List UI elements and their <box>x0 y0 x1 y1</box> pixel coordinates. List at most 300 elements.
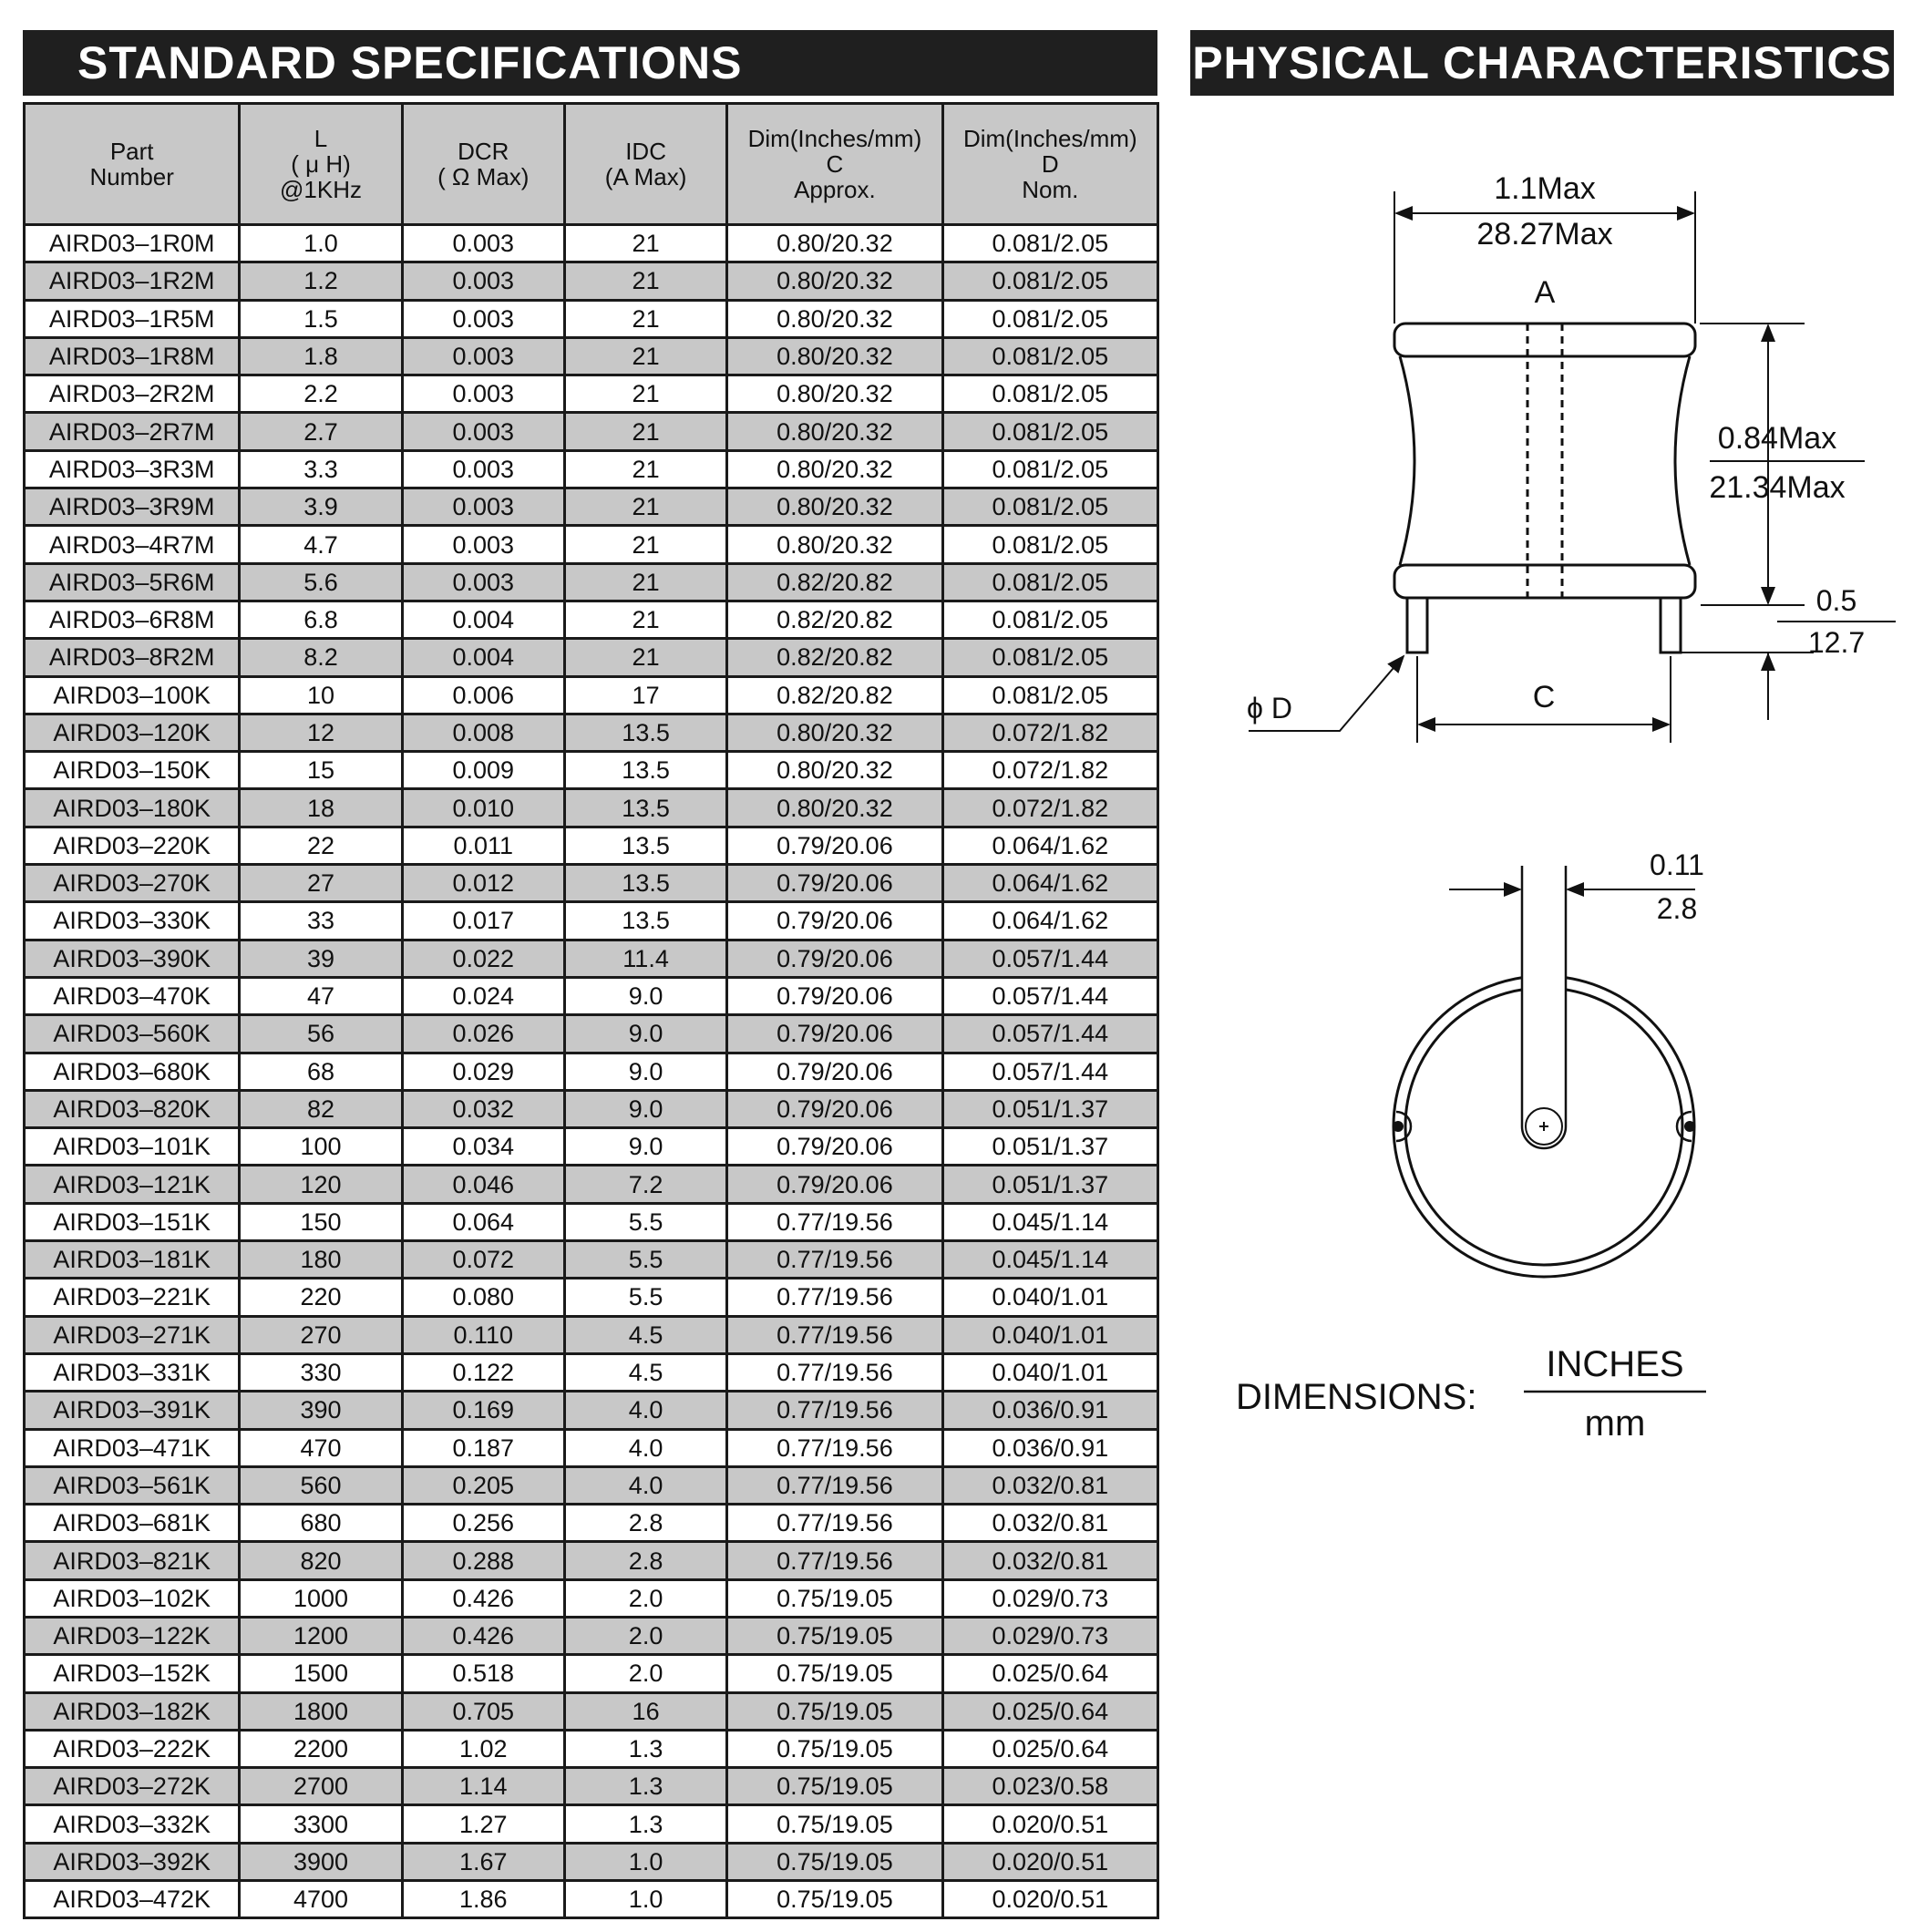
standard-specifications-title <box>23 30 1157 96</box>
table-cell: 0.032/0.81 <box>942 1542 1157 1579</box>
table-cell: 0.032/0.81 <box>942 1466 1157 1504</box>
hole-inches-label: 0.11 <box>1650 848 1704 881</box>
table-row <box>25 262 1158 300</box>
table-row <box>25 1392 1158 1429</box>
table-row <box>25 1053 1158 1090</box>
table-cell: 0.80/20.32 <box>727 714 942 751</box>
table-cell: 2.0 <box>564 1579 726 1617</box>
table-cell: 0.009 <box>402 752 564 789</box>
table-cell: 0.081/2.05 <box>942 375 1157 413</box>
column-header-line: L <box>314 125 328 152</box>
table-cell: 21 <box>564 563 726 601</box>
table-cell: 0.004 <box>402 639 564 676</box>
table-cell: 21 <box>564 375 726 413</box>
table-cell: AIRD03–221K <box>25 1279 240 1316</box>
lead-diameter-label: ϕ D <box>1247 692 1292 724</box>
specifications-table-header <box>25 104 1158 225</box>
table-cell: 0.80/20.32 <box>727 752 942 789</box>
table-cell: 0.79/20.06 <box>727 902 942 940</box>
table-cell: AIRD03–151K <box>25 1203 240 1240</box>
table-cell: 68 <box>240 1053 402 1090</box>
table-cell: AIRD03–471K <box>25 1429 240 1466</box>
table-cell: 0.012 <box>402 865 564 902</box>
table-row <box>25 1579 1158 1617</box>
table-cell: 0.80/20.32 <box>727 262 942 300</box>
table-cell: 4.5 <box>564 1316 726 1353</box>
height-dimension <box>1686 324 1865 605</box>
table-row <box>25 1692 1158 1730</box>
table-cell: 0.79/20.06 <box>727 1166 942 1203</box>
table-cell: 0.045/1.14 <box>942 1241 1157 1279</box>
table-cell: 0.051/1.37 <box>942 1090 1157 1127</box>
table-row <box>25 300 1158 337</box>
table-cell: 0.003 <box>402 450 564 488</box>
table-cell: 0.705 <box>402 1692 564 1730</box>
table-cell: 1.02 <box>402 1730 564 1767</box>
table-cell: AIRD03–102K <box>25 1579 240 1617</box>
table-row <box>25 714 1158 751</box>
table-row <box>25 413 1158 450</box>
table-row <box>25 1316 1158 1353</box>
table-row <box>25 752 1158 789</box>
table-cell: 13.5 <box>564 789 726 827</box>
table-cell: 1.0 <box>564 1881 726 1918</box>
table-cell: 0.072/1.82 <box>942 789 1157 827</box>
table-row <box>25 225 1158 262</box>
table-cell: 0.057/1.44 <box>942 940 1157 977</box>
column-header-line: @1KHz <box>280 176 362 203</box>
table-cell: 560 <box>240 1466 402 1504</box>
table-cell: 0.020/0.51 <box>942 1881 1157 1918</box>
table-cell: 100 <box>240 1128 402 1166</box>
table-cell: 21 <box>564 639 726 676</box>
table-cell: AIRD03–390K <box>25 940 240 977</box>
table-cell: 0.051/1.37 <box>942 1128 1157 1166</box>
column-header-3 <box>564 104 726 225</box>
table-cell: 0.77/19.56 <box>727 1353 942 1391</box>
table-cell: 4.7 <box>240 526 402 563</box>
column-header-0 <box>25 104 240 225</box>
table-cell: 3.3 <box>240 450 402 488</box>
table-cell: 0.081/2.05 <box>942 601 1157 638</box>
table-cell: 0.029/0.73 <box>942 1617 1157 1654</box>
table-cell: AIRD03–820K <box>25 1090 240 1127</box>
table-row <box>25 1090 1158 1127</box>
table-cell: 0.025/0.64 <box>942 1655 1157 1692</box>
column-header-line: IDC <box>625 138 666 165</box>
table-cell: AIRD03–152K <box>25 1655 240 1692</box>
lead-mm-label: 12.7 <box>1807 626 1866 659</box>
width-inches-label: 1.1Max <box>1494 173 1596 206</box>
header-row <box>25 104 1158 225</box>
table-cell: 1.27 <box>402 1805 564 1843</box>
column-header-5 <box>942 104 1157 225</box>
lead-inches-label: 0.5 <box>1815 584 1857 617</box>
table-cell: 2.8 <box>564 1505 726 1542</box>
table-cell: AIRD03–392K <box>25 1843 240 1880</box>
table-cell: AIRD03–181K <box>25 1241 240 1279</box>
table-cell: 1.8 <box>240 337 402 375</box>
table-cell: AIRD03–220K <box>25 827 240 864</box>
table-cell: 0.77/19.56 <box>727 1392 942 1429</box>
table-cell: AIRD03–1R5M <box>25 300 240 337</box>
table-cell: 0.75/19.05 <box>727 1579 942 1617</box>
table-cell: AIRD03–4R7M <box>25 526 240 563</box>
table-cell: 0.003 <box>402 375 564 413</box>
height-inches-label: 0.84Max <box>1717 421 1837 456</box>
table-cell: 120 <box>240 1166 402 1203</box>
table-cell: 27 <box>240 865 402 902</box>
table-cell: AIRD03–5R6M <box>25 563 240 601</box>
table-cell: 4.0 <box>564 1392 726 1429</box>
table-cell: 0.057/1.44 <box>942 1015 1157 1053</box>
table-cell: 13.5 <box>564 865 726 902</box>
table-cell: 0.036/0.91 <box>942 1392 1157 1429</box>
table-cell: 0.025/0.64 <box>942 1730 1157 1767</box>
table-cell: 15 <box>240 752 402 789</box>
column-header-line: (A Max) <box>604 163 687 190</box>
table-cell: 47 <box>240 977 402 1014</box>
table-cell: 9.0 <box>564 1090 726 1127</box>
table-cell: 0.081/2.05 <box>942 488 1157 526</box>
table-cell: AIRD03–101K <box>25 1128 240 1166</box>
table-cell: 3.9 <box>240 488 402 526</box>
table-cell: AIRD03–821K <box>25 1542 240 1579</box>
table-cell: 0.032/0.81 <box>942 1505 1157 1542</box>
column-header-line: Approx. <box>794 176 876 203</box>
physical-characteristics-title <box>1190 30 1894 96</box>
table-cell: 4.5 <box>564 1353 726 1391</box>
table-row <box>25 1505 1158 1542</box>
table-row <box>25 1241 1158 1279</box>
table-cell: 0.77/19.56 <box>727 1241 942 1279</box>
table-cell: AIRD03–270K <box>25 865 240 902</box>
table-cell: 17 <box>564 676 726 714</box>
table-cell: 0.79/20.06 <box>727 977 942 1014</box>
table-cell: AIRD03–560K <box>25 1015 240 1053</box>
table-cell: 0.79/20.06 <box>727 865 942 902</box>
table-cell: 0.003 <box>402 300 564 337</box>
table-row <box>25 676 1158 714</box>
table-cell: 0.77/19.56 <box>727 1316 942 1353</box>
table-cell: 0.022 <box>402 940 564 977</box>
table-cell: AIRD03–391K <box>25 1392 240 1429</box>
table-row <box>25 1768 1158 1805</box>
table-row <box>25 1617 1158 1654</box>
inductor-bottom-view <box>1393 866 1698 1277</box>
table-cell: 0.081/2.05 <box>942 337 1157 375</box>
table-cell: 0.081/2.05 <box>942 526 1157 563</box>
table-row <box>25 450 1158 488</box>
table-cell: 9.0 <box>564 977 726 1014</box>
table-cell: 7.2 <box>564 1166 726 1203</box>
table-cell: 1.0 <box>240 225 402 262</box>
table-cell: 0.82/20.82 <box>727 639 942 676</box>
table-row <box>25 1466 1158 1504</box>
column-header-line: DCR <box>458 138 509 165</box>
table-cell: 0.081/2.05 <box>942 225 1157 262</box>
table-cell: 2700 <box>240 1768 402 1805</box>
column-header-line: Nom. <box>1022 176 1079 203</box>
table-row <box>25 639 1158 676</box>
table-cell: 0.072 <box>402 1241 564 1279</box>
table-cell: 0.046 <box>402 1166 564 1203</box>
table-row <box>25 337 1158 375</box>
table-cell: AIRD03–472K <box>25 1881 240 1918</box>
table-cell: 0.003 <box>402 488 564 526</box>
table-cell: 0.020/0.51 <box>942 1805 1157 1843</box>
table-row <box>25 1166 1158 1203</box>
table-cell: 0.75/19.05 <box>727 1692 942 1730</box>
table-cell: 5.6 <box>240 563 402 601</box>
hole-mm-label: 2.8 <box>1656 892 1698 925</box>
table-cell: 33 <box>240 902 402 940</box>
table-cell: 0.288 <box>402 1542 564 1579</box>
table-cell: 0.029/0.73 <box>942 1579 1157 1617</box>
table-cell: 0.79/20.06 <box>727 827 942 864</box>
table-cell: 0.82/20.82 <box>727 676 942 714</box>
table-row <box>25 1128 1158 1166</box>
table-row <box>25 827 1158 864</box>
column-header-line: C <box>826 150 844 178</box>
dimensions-denominator: mm <box>1584 1403 1646 1444</box>
table-cell: 2.8 <box>564 1542 726 1579</box>
table-cell: 0.79/20.06 <box>727 1090 942 1127</box>
table-cell: 680 <box>240 1505 402 1542</box>
inductor-side-view <box>1394 324 1695 653</box>
column-header-line: ( Ω Max) <box>437 163 530 190</box>
table-cell: AIRD03–3R3M <box>25 450 240 488</box>
table-cell: 0.029 <box>402 1053 564 1090</box>
table-cell: 5.5 <box>564 1279 726 1316</box>
column-header-line: D <box>1041 150 1059 178</box>
table-row <box>25 1730 1158 1767</box>
table-cell: 0.77/19.56 <box>727 1203 942 1240</box>
table-cell: 0.020/0.51 <box>942 1843 1157 1880</box>
table-row <box>25 1881 1158 1918</box>
table-cell: 12 <box>240 714 402 751</box>
table-cell: 0.036/0.91 <box>942 1429 1157 1466</box>
table-cell: 0.80/20.32 <box>727 300 942 337</box>
table-cell: 390 <box>240 1392 402 1429</box>
physical-characteristics-title-text: PHYSICAL CHARACTERISTICS <box>1192 37 1892 88</box>
table-cell: AIRD03–271K <box>25 1316 240 1353</box>
column-header-line: ( μ H) <box>291 150 351 178</box>
table-cell: 0.75/19.05 <box>727 1881 942 1918</box>
table-cell: AIRD03–1R2M <box>25 262 240 300</box>
table-cell: 16 <box>564 1692 726 1730</box>
table-cell: 21 <box>564 450 726 488</box>
table-cell: 1.67 <box>402 1843 564 1880</box>
table-cell: 0.77/19.56 <box>727 1505 942 1542</box>
table-cell: 9.0 <box>564 1053 726 1090</box>
table-cell: AIRD03–561K <box>25 1466 240 1504</box>
specifications-table-body <box>25 225 1158 1918</box>
table-row <box>25 1429 1158 1466</box>
table-cell: AIRD03–2R2M <box>25 375 240 413</box>
table-cell: 0.010 <box>402 789 564 827</box>
table-row <box>25 865 1158 902</box>
table-cell: 0.75/19.05 <box>727 1805 942 1843</box>
table-cell: 0.82/20.82 <box>727 601 942 638</box>
table-cell: 0.032 <box>402 1090 564 1127</box>
table-cell: 21 <box>564 526 726 563</box>
table-cell: 0.006 <box>402 676 564 714</box>
lead-spacing-label: C <box>1532 680 1556 714</box>
table-cell: 0.040/1.01 <box>942 1353 1157 1391</box>
table-row <box>25 1843 1158 1880</box>
table-row <box>25 1655 1158 1692</box>
table-row <box>25 977 1158 1014</box>
table-cell: 0.080 <box>402 1279 564 1316</box>
table-cell: 270 <box>240 1316 402 1353</box>
table-cell: AIRD03–2R7M <box>25 413 240 450</box>
table-cell: 1.86 <box>402 1881 564 1918</box>
table-cell: 0.80/20.32 <box>727 375 942 413</box>
standard-specifications-title-text: STANDARD SPECIFICATIONS <box>77 37 743 88</box>
table-cell: 0.75/19.05 <box>727 1730 942 1767</box>
table-cell: 3900 <box>240 1843 402 1880</box>
table-cell: AIRD03–681K <box>25 1505 240 1542</box>
table-cell: 0.77/19.56 <box>727 1429 942 1466</box>
table-cell: 0.040/1.01 <box>942 1279 1157 1316</box>
table-cell: 0.75/19.05 <box>727 1655 942 1692</box>
table-cell: 0.023/0.58 <box>942 1768 1157 1805</box>
table-cell: 150 <box>240 1203 402 1240</box>
table-cell: 0.081/2.05 <box>942 639 1157 676</box>
table-row <box>25 375 1158 413</box>
table-row <box>25 1015 1158 1053</box>
table-row <box>25 1279 1158 1316</box>
table-row <box>25 488 1158 526</box>
table-cell: 470 <box>240 1429 402 1466</box>
table-cell: AIRD03–100K <box>25 676 240 714</box>
table-cell: 0.80/20.32 <box>727 225 942 262</box>
table-cell: 21 <box>564 488 726 526</box>
table-row <box>25 526 1158 563</box>
table-row <box>25 1353 1158 1391</box>
table-cell: 180 <box>240 1241 402 1279</box>
table-cell: 1000 <box>240 1579 402 1617</box>
column-header-line: Part <box>109 138 154 165</box>
table-cell: 0.80/20.32 <box>727 488 942 526</box>
table-cell: AIRD03–6R8M <box>25 601 240 638</box>
table-cell: AIRD03–3R9M <box>25 488 240 526</box>
table-cell: 0.256 <box>402 1505 564 1542</box>
table-row <box>25 1203 1158 1240</box>
table-cell: 1500 <box>240 1655 402 1692</box>
table-cell: 2.7 <box>240 413 402 450</box>
table-cell: 0.205 <box>402 1466 564 1504</box>
table-cell: 5.5 <box>564 1203 726 1240</box>
table-cell: 0.79/20.06 <box>727 1015 942 1053</box>
table-cell: 1800 <box>240 1692 402 1730</box>
column-header-1 <box>240 104 402 225</box>
column-header-4 <box>727 104 942 225</box>
specifications-table <box>23 102 1159 1919</box>
lead-length-dimension <box>1682 605 1896 720</box>
table-cell: 0.081/2.05 <box>942 262 1157 300</box>
table-cell: 2.2 <box>240 375 402 413</box>
table-cell: 0.064/1.62 <box>942 827 1157 864</box>
table-cell: 1.2 <box>240 262 402 300</box>
table-cell: 13.5 <box>564 827 726 864</box>
table-cell: AIRD03–331K <box>25 1353 240 1391</box>
table-cell: 0.003 <box>402 563 564 601</box>
table-cell: 330 <box>240 1353 402 1391</box>
table-cell: 0.045/1.14 <box>942 1203 1157 1240</box>
table-cell: 0.040/1.01 <box>942 1316 1157 1353</box>
table-cell: 9.0 <box>564 1128 726 1166</box>
table-cell: AIRD03–470K <box>25 977 240 1014</box>
table-cell: AIRD03–332K <box>25 1805 240 1843</box>
table-cell: 0.003 <box>402 413 564 450</box>
table-cell: 0.82/20.82 <box>727 563 942 601</box>
table-cell: 0.75/19.05 <box>727 1768 942 1805</box>
table-cell: 0.034 <box>402 1128 564 1166</box>
table-cell: 0.77/19.56 <box>727 1279 942 1316</box>
table-cell: 18 <box>240 789 402 827</box>
table-row <box>25 601 1158 638</box>
table-cell: 0.072/1.82 <box>942 714 1157 751</box>
table-cell: AIRD03–120K <box>25 714 240 751</box>
table-cell: 0.011 <box>402 827 564 864</box>
column-header-line: Dim(Inches/mm) <box>962 125 1137 152</box>
table-row <box>25 940 1158 977</box>
table-cell: 5.5 <box>564 1241 726 1279</box>
table-cell: 0.80/20.32 <box>727 413 942 450</box>
table-cell: AIRD03–272K <box>25 1768 240 1805</box>
table-cell: AIRD03–182K <box>25 1692 240 1730</box>
table-cell: 4.0 <box>564 1466 726 1504</box>
table-cell: AIRD03–180K <box>25 789 240 827</box>
table-cell: 0.79/20.06 <box>727 940 942 977</box>
physical-diagram <box>1185 173 1896 1449</box>
table-cell: 0.518 <box>402 1655 564 1692</box>
table-cell: 0.081/2.05 <box>942 563 1157 601</box>
table-cell: 21 <box>564 413 726 450</box>
table-cell: AIRD03–1R8M <box>25 337 240 375</box>
table-cell: 0.75/19.05 <box>727 1843 942 1880</box>
table-cell: 22 <box>240 827 402 864</box>
column-header-2 <box>402 104 564 225</box>
column-header-line: Dim(Inches/mm) <box>747 125 922 152</box>
table-cell: 8.2 <box>240 639 402 676</box>
table-cell: 11.4 <box>564 940 726 977</box>
table-cell: 220 <box>240 1279 402 1316</box>
dimensions-label: DIMENSIONS: <box>1236 1377 1477 1417</box>
table-cell: 0.004 <box>402 601 564 638</box>
column-header-line: Number <box>89 163 174 190</box>
table-cell: 1.3 <box>564 1768 726 1805</box>
table-cell: 0.122 <box>402 1353 564 1391</box>
table-cell: AIRD03–122K <box>25 1617 240 1654</box>
table-row <box>25 563 1158 601</box>
table-cell: 1.3 <box>564 1805 726 1843</box>
table-cell: 0.426 <box>402 1617 564 1654</box>
table-cell: 39 <box>240 940 402 977</box>
table-cell: 0.081/2.05 <box>942 676 1157 714</box>
table-cell: 0.051/1.37 <box>942 1166 1157 1203</box>
table-cell: 2200 <box>240 1730 402 1767</box>
table-cell: 0.187 <box>402 1429 564 1466</box>
table-cell: 0.024 <box>402 977 564 1014</box>
table-cell: 21 <box>564 300 726 337</box>
table-cell: 0.072/1.82 <box>942 752 1157 789</box>
table-cell: 2.0 <box>564 1617 726 1654</box>
table-cell: AIRD03–1R0M <box>25 225 240 262</box>
table-cell: AIRD03–150K <box>25 752 240 789</box>
